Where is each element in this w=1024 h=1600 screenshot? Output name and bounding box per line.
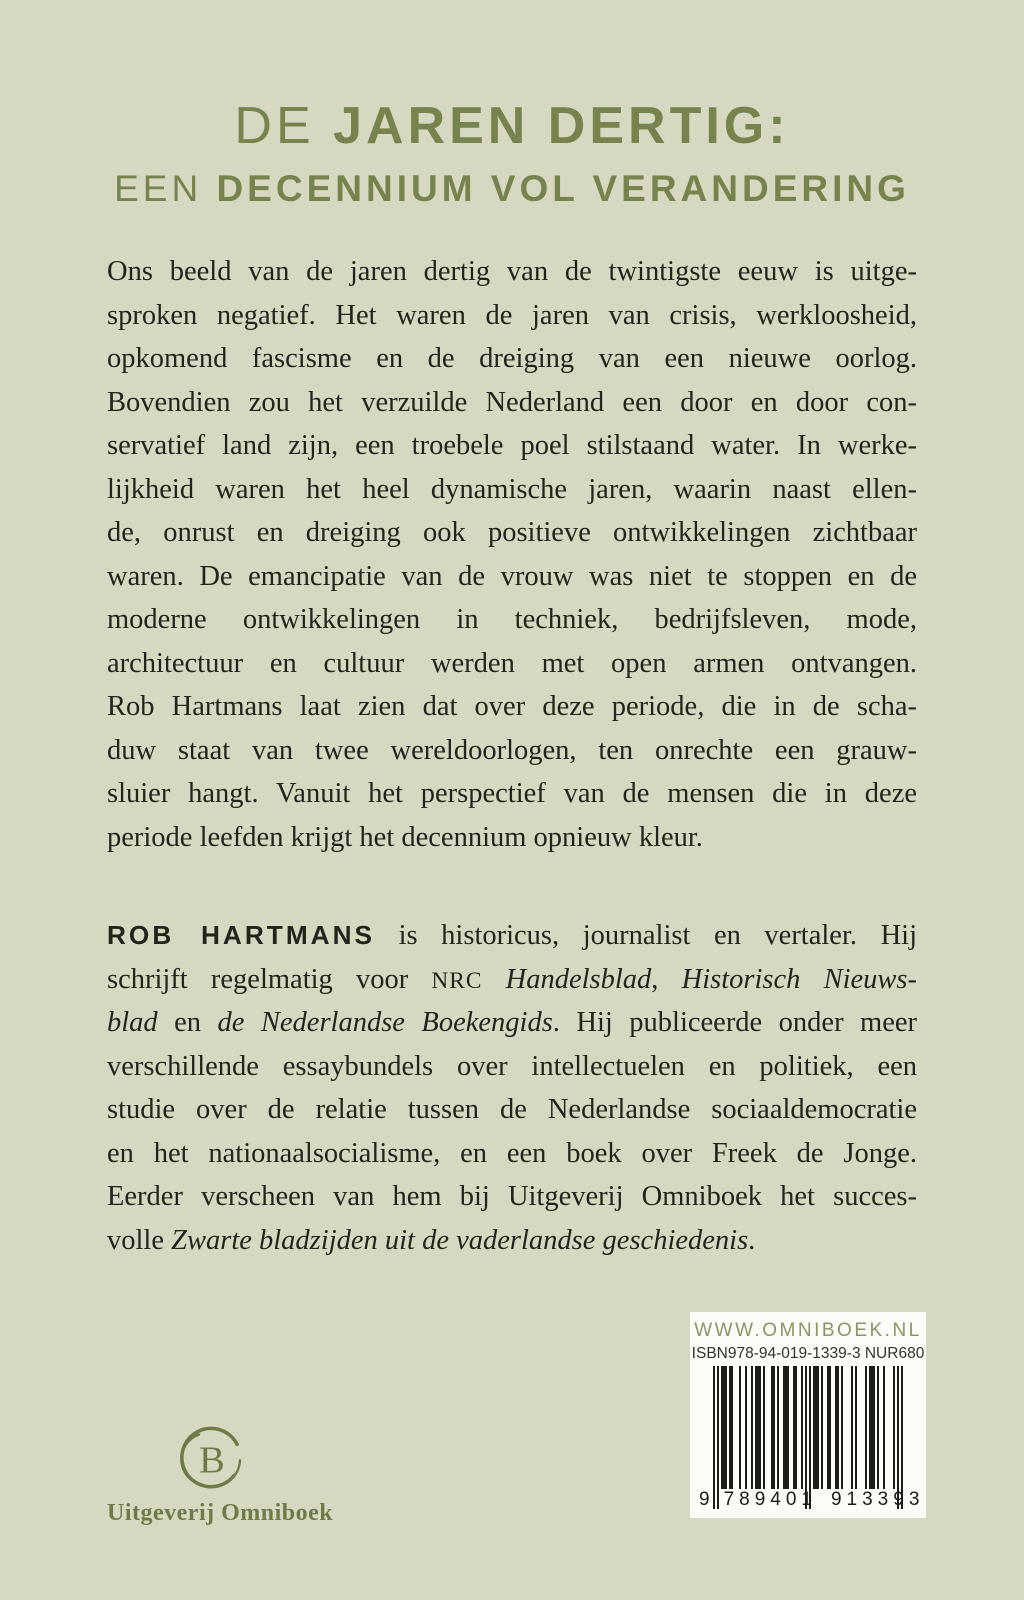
text-segment: schrijft regelmatig voor [107, 963, 432, 995]
text-segment: Eerder verscheen van hem bij Uitgeverij Omniboek het succes- [107, 1181, 917, 1212]
text-segment: . Hij publiceerde onder meer [552, 1007, 917, 1038]
omniboek-logo [177, 1424, 247, 1494]
text-segment: DE [234, 97, 334, 155]
barcode-digit-group: 913393 [830, 1489, 925, 1510]
ean-barcode [699, 1366, 925, 1510]
text-line [107, 1219, 917, 1263]
author-bio-paragraph [107, 914, 917, 1262]
text-line: sproken negatief. Het waren de jaren van crisis, werkloosheid, [107, 299, 917, 331]
barcode-panel [690, 1312, 926, 1518]
back-cover-text [107, 250, 917, 1262]
text-segment: Historisch Nieuws- [681, 963, 917, 995]
isbn-nur-line: ISBN978-94-019-1339-3 NUR680 [691, 1345, 925, 1362]
text-segment: Handelsblad [482, 963, 652, 995]
text-line [107, 958, 917, 1002]
text-line: Bovendien zou het verzuilde Nederland een door en door con- [107, 386, 917, 418]
barcode-digit-group: 789401 [723, 1489, 817, 1510]
website-url: WWW.OMNIBOEK.NL [694, 1320, 922, 1341]
text-line: de, onrust en dreiging ook positieve ontwikkelingen zichtbaar [107, 517, 917, 548]
text-segment: de Nederlandse Boekengids [217, 1007, 553, 1038]
text-segment: is historicus, journalist en vertaler. Hij [375, 920, 917, 951]
text-line: opkomend fascisme en de dreiging van een nieuwe oorlog. [107, 343, 917, 374]
barcode-bars [713, 1366, 903, 1509]
text-segment: ROB HARTMANS [107, 920, 376, 950]
book-title [0, 98, 1024, 210]
text-segment: EEN [114, 168, 217, 210]
text-line [107, 1175, 917, 1219]
text-segment: en [157, 1007, 218, 1038]
text-segment: JAREN DERTIG: [333, 97, 790, 155]
text-line [107, 1001, 917, 1045]
title-line-2 [0, 169, 1024, 210]
text-segment: , [651, 963, 682, 995]
text-line: periode leefden krijgt het decennium opnieuw kleur. [107, 821, 703, 853]
text-line [107, 914, 917, 958]
text-segment: volle [107, 1224, 172, 1256]
text-line: waren. De emancipatie van de vrouw was niet te stoppen en de [107, 560, 917, 592]
text-segment: . [748, 1224, 756, 1256]
text-segment: DECENNIUM VOL VERANDERING [216, 168, 910, 210]
text-line: Rob Hartmans laat zien dat over deze periode, die in de scha- [107, 691, 917, 722]
title-line-1 [0, 98, 1024, 155]
text-segment: NRC [431, 967, 483, 994]
barcode-digits [699, 1489, 925, 1511]
text-line [107, 1045, 917, 1089]
publisher-name: Uitgeverij Omniboek [107, 1500, 334, 1526]
text-segment: verschillende essaybundels over intellectuelen en politiek, een [107, 1050, 917, 1082]
logo-letter-b: B [199, 1439, 225, 1482]
text-line: architectuur en cultuur werden met open armen ontvangen. [107, 647, 917, 679]
text-line [107, 1132, 917, 1176]
text-segment: en het nationaalsocialisme, en een boek over Freek de Jonge. [107, 1137, 917, 1169]
text-line: moderne ontwikkelingen in techniek, bedrijfsleven, mode, [107, 604, 917, 635]
text-line: sluier hangt. Vanuit het perspectief van de mensen die in deze [107, 778, 917, 809]
text-segment: studie over de relatie tussen de Nederlandse sociaaldemocratie [107, 1094, 917, 1125]
text-line: duw staat van twee wereldoorlogen, ten onrechte een grauw- [107, 734, 917, 766]
text-line: lijkheid waren het heel dynamische jaren, waarin naast ellen- [107, 473, 917, 505]
barcode-digit-group: 9 [699, 1489, 710, 1510]
text-segment: blad [107, 1007, 158, 1038]
text-line: servatief land zijn, een troebele poel stilstaand water. In werke- [107, 430, 917, 461]
text-line: Ons beeld van de jaren dertig van de twintigste eeuw is uitge- [107, 256, 917, 287]
publisher-imprint [107, 1424, 367, 1527]
omniboek-logo-icon [177, 1424, 247, 1494]
synopsis-paragraph [107, 250, 917, 859]
text-line [107, 1088, 917, 1132]
text-segment: Zwarte bladzijden uit de vaderlandse geschiedenis [171, 1224, 749, 1256]
